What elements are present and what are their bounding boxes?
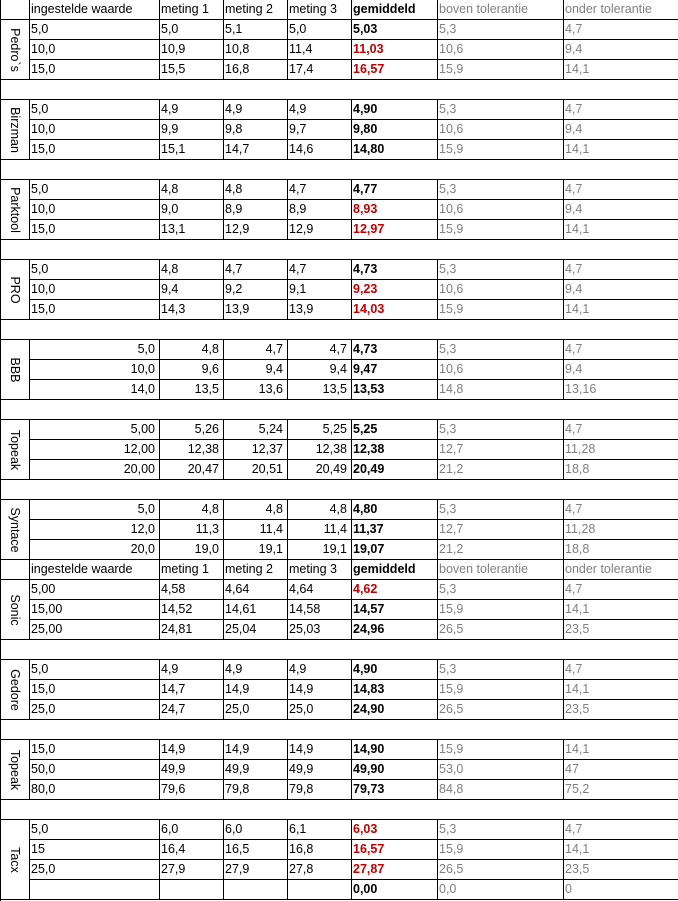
measurement-2-cell: 25,04 <box>225 622 257 636</box>
set-value-cell: 15 <box>31 842 45 856</box>
brand-label-text: Topeak <box>7 429 22 471</box>
measurement-3-cell: 13,5 <box>322 382 347 396</box>
measurement-2-cell: 14,9 <box>225 682 250 696</box>
set-value-cell: 10,0 <box>31 42 56 56</box>
set-value-cell: 50,0 <box>31 762 56 776</box>
average-cell: 16,57 <box>353 62 385 76</box>
lower-tolerance-cell: 14,1 <box>565 842 590 856</box>
measurement-1-cell: 5,26 <box>194 422 219 436</box>
average-cell: 11,03 <box>353 42 384 56</box>
upper-tolerance-cell: 21,2 <box>439 542 464 556</box>
upper-tolerance-cell: 5,3 <box>439 422 457 436</box>
grid-line <box>0 319 678 320</box>
average-cell: 13,53 <box>353 382 385 396</box>
average-cell: 9,23 <box>353 282 378 296</box>
set-value-cell: 10,0 <box>31 122 56 136</box>
measurement-3-cell: 14,9 <box>289 682 314 696</box>
measurement-1-cell: 49,9 <box>161 762 186 776</box>
measurement-3-cell: 4,64 <box>289 582 314 596</box>
measurement-3-cell: 17,4 <box>289 62 314 76</box>
set-value-cell: 15,00 <box>31 602 63 616</box>
set-value-cell: 15,0 <box>31 682 56 696</box>
grid-line <box>0 159 678 160</box>
measurement-3-cell: 19,1 <box>322 542 347 556</box>
upper-tolerance-cell: 15,9 <box>439 742 464 756</box>
average-cell: 79,73 <box>353 782 385 796</box>
grid-line <box>0 639 678 640</box>
grid-line <box>437 560 438 580</box>
upper-tolerance-cell: 5,3 <box>439 182 457 196</box>
upper-tolerance-cell: 12,7 <box>439 522 464 536</box>
measurement-2-cell: 14,61 <box>225 602 257 616</box>
measurement-3-cell: 27,8 <box>289 862 314 876</box>
brand-label <box>0 180 29 240</box>
measurement-1-cell: 4,8 <box>161 262 179 276</box>
grid-line <box>351 0 352 20</box>
set-value-cell: 5,0 <box>31 182 49 196</box>
upper-tolerance-cell: 15,9 <box>439 302 464 316</box>
average-cell: 5,03 <box>353 22 378 36</box>
grid-line <box>351 560 352 580</box>
lower-tolerance-cell: 23,5 <box>565 862 590 876</box>
header-upper-tolerance: boven tolerantie <box>439 562 528 576</box>
measurement-3-cell: 12,38 <box>315 442 347 456</box>
measurement-3-cell <box>287 880 351 899</box>
set-value-cell: 15,0 <box>31 742 56 756</box>
measurement-3-cell: 14,58 <box>289 602 321 616</box>
measurement-3-cell: 9,7 <box>289 122 307 136</box>
set-value-cell: 20,0 <box>130 542 155 556</box>
set-value-cell: 5,0 <box>31 822 49 836</box>
upper-tolerance-cell: 5,3 <box>439 662 457 676</box>
set-value-cell: 5,0 <box>137 502 155 516</box>
measurement-2-cell: 13,6 <box>258 382 283 396</box>
average-cell: 5,25 <box>353 422 378 436</box>
grid-line <box>437 0 438 20</box>
set-value-cell: 12,00 <box>123 442 155 456</box>
measurement-2-cell: 8,9 <box>225 202 243 216</box>
upper-tolerance-cell: 15,9 <box>439 602 464 616</box>
measurement-1-cell: 13,1 <box>161 222 186 236</box>
measurement-1-cell: 24,81 <box>161 622 193 636</box>
upper-tolerance-cell: 15,9 <box>439 222 464 236</box>
lower-tolerance-cell: 14,1 <box>565 142 590 156</box>
grid-line <box>223 0 224 20</box>
measurement-2-cell: 4,9 <box>225 662 243 676</box>
measurement-1-cell: 9,6 <box>201 362 219 376</box>
average-cell: 19,07 <box>353 542 385 556</box>
measurement-3-cell: 12,9 <box>289 222 314 236</box>
brand-label <box>0 820 29 900</box>
average-cell: 11,37 <box>353 522 384 536</box>
upper-tolerance-cell: 26,5 <box>439 702 464 716</box>
measurement-3-cell: 6,1 <box>289 822 307 836</box>
measurement-3-cell: 5,0 <box>289 22 307 36</box>
set-value-cell: 10,0 <box>31 202 56 216</box>
set-value-cell: 25,00 <box>31 622 63 636</box>
lower-tolerance-cell: 13,16 <box>565 382 597 396</box>
average-cell: 4,73 <box>353 342 378 356</box>
brand-label-text: Pedro`s <box>7 28 22 72</box>
upper-tolerance-cell: 5,3 <box>439 22 457 36</box>
measurement-3-cell: 4,9 <box>289 662 307 676</box>
brand-label-text: Birzman <box>7 107 22 153</box>
measurement-1-cell: 14,52 <box>161 602 193 616</box>
set-value-cell: 15,0 <box>31 302 56 316</box>
measurement-2-cell: 4,8 <box>225 182 243 196</box>
measurement-3-cell: 4,7 <box>289 182 307 196</box>
set-value-cell: 10,0 <box>130 362 155 376</box>
average-cell: 4,90 <box>353 102 378 116</box>
lower-tolerance-cell: 4,7 <box>565 582 583 596</box>
grid-line <box>287 0 288 20</box>
average-cell: 49,90 <box>353 762 385 776</box>
upper-tolerance-cell: 10,6 <box>439 362 464 376</box>
brand-label-text: BBB <box>7 357 22 383</box>
measurement-3-cell: 14,6 <box>289 142 314 156</box>
header-set-value: ingestelde waarde <box>31 562 133 576</box>
measurement-2-cell: 12,9 <box>225 222 250 236</box>
set-value-cell: 5,00 <box>31 582 56 596</box>
header-measurement-2: meting 2 <box>225 562 273 576</box>
measurement-1-cell: 24,7 <box>161 702 186 716</box>
set-value-cell: 15,0 <box>31 142 56 156</box>
measurement-2-cell: 16,5 <box>225 842 250 856</box>
average-cell: 4,77 <box>353 182 378 196</box>
measurement-3-cell: 25,0 <box>289 702 314 716</box>
average-cell: 9,47 <box>353 362 378 376</box>
lower-tolerance-cell: 9,4 <box>565 282 583 296</box>
lower-tolerance-cell: 14,1 <box>565 302 590 316</box>
measurement-2-cell <box>223 880 287 899</box>
measurement-3-cell: 14,9 <box>289 742 314 756</box>
grid-line <box>0 399 678 400</box>
upper-tolerance-cell: 5,3 <box>439 102 457 116</box>
upper-tolerance-cell: 5,3 <box>439 582 457 596</box>
measurement-2-cell: 4,9 <box>225 102 243 116</box>
measurement-2-cell: 11,4 <box>259 522 283 536</box>
measurement-1-cell <box>159 880 223 899</box>
measurement-1-cell: 14,7 <box>161 682 186 696</box>
brand-label-text: Topeak <box>7 749 22 791</box>
grid-line <box>0 79 678 80</box>
average-cell: 8,93 <box>353 202 378 216</box>
set-value-cell: 15,0 <box>31 222 56 236</box>
set-value-cell: 14,0 <box>130 382 155 396</box>
measurement-3-cell: 4,7 <box>289 262 307 276</box>
grid-line <box>223 560 224 580</box>
header-measurement-1: meting 1 <box>161 562 209 576</box>
upper-tolerance-cell: 10,6 <box>439 122 464 136</box>
measurement-1-cell: 15,5 <box>161 62 186 76</box>
brand-label <box>0 420 29 480</box>
brand-label-text: Sonic <box>7 594 22 626</box>
set-value-cell: 5,00 <box>130 422 155 436</box>
upper-tolerance-cell: 26,5 <box>439 862 464 876</box>
measurement-2-cell: 9,8 <box>225 122 243 136</box>
measurement-3-cell: 8,9 <box>289 202 307 216</box>
measurement-2-cell: 4,8 <box>265 502 283 516</box>
set-value-cell: 15,0 <box>31 62 56 76</box>
lower-tolerance-cell: 9,4 <box>565 122 583 136</box>
header-measurement-1: meting 1 <box>161 2 209 16</box>
set-value-cell: 5,0 <box>137 342 155 356</box>
lower-tolerance-cell: 47 <box>565 762 579 776</box>
upper-tolerance-cell: 53,0 <box>439 762 464 776</box>
average-cell: 14,03 <box>353 302 385 316</box>
measurement-1-cell: 4,8 <box>201 502 219 516</box>
upper-tolerance-cell: 10,6 <box>439 202 464 216</box>
header-measurement-2: meting 2 <box>225 2 273 16</box>
set-value-cell: 25,0 <box>31 702 56 716</box>
brand-label-text: PRO <box>7 276 22 304</box>
lower-tolerance-cell: 18,8 <box>565 542 590 556</box>
measurement-2-cell: 12,37 <box>251 442 283 456</box>
header-set-value: ingestelde waarde <box>31 2 133 16</box>
average-cell: 14,57 <box>353 602 385 616</box>
lower-tolerance-cell: 4,7 <box>565 182 583 196</box>
measurement-3-cell: 9,4 <box>329 362 347 376</box>
lower-tolerance-cell: 9,4 <box>565 42 583 56</box>
measurement-1-cell: 79,6 <box>161 782 186 796</box>
grid-line <box>29 560 30 580</box>
set-value-cell: 10,0 <box>31 282 56 296</box>
measurement-1-cell: 14,9 <box>161 742 186 756</box>
upper-tolerance-cell: 15,9 <box>439 142 464 156</box>
measurement-3-cell: 11,4 <box>323 522 347 536</box>
lower-tolerance-cell: 75,2 <box>565 782 590 796</box>
measurement-1-cell: 4,8 <box>161 182 179 196</box>
lower-tolerance-cell: 23,5 <box>565 702 590 716</box>
brand-label <box>0 660 29 720</box>
grid-line <box>29 0 30 20</box>
lower-tolerance-cell: 11,28 <box>565 442 596 456</box>
lower-tolerance-cell: 4,7 <box>565 342 583 356</box>
average-cell: 4,73 <box>353 262 378 276</box>
brand-label <box>0 500 29 560</box>
set-value-cell: 5,0 <box>31 662 49 676</box>
average-cell: 14,90 <box>353 742 385 756</box>
grid-line <box>0 799 678 800</box>
lower-tolerance-cell: 18,8 <box>565 462 590 476</box>
average-cell: 14,80 <box>353 142 385 156</box>
grid-line <box>0 719 678 720</box>
lower-tolerance-cell: 4,7 <box>565 102 583 116</box>
lower-tolerance-cell: 4,7 <box>565 502 583 516</box>
set-value-cell: 80,0 <box>31 782 56 796</box>
measurement-2-cell: 5,1 <box>225 22 243 36</box>
upper-tolerance-cell: 10,6 <box>439 42 464 56</box>
upper-tolerance-cell: 5,3 <box>439 502 457 516</box>
header-measurement-3: meting 3 <box>289 2 337 16</box>
measurement-1-cell: 27,9 <box>161 862 186 876</box>
upper-tolerance-cell: 26,5 <box>439 622 464 636</box>
average-cell: 4,62 <box>353 582 378 596</box>
average-cell: 24,90 <box>353 702 385 716</box>
measurement-3-cell: 79,8 <box>289 782 314 796</box>
brand-label <box>0 340 29 400</box>
brand-label <box>0 580 29 640</box>
lower-tolerance-cell: 9,4 <box>565 362 583 376</box>
header-upper-tolerance: boven tolerantie <box>439 2 528 16</box>
upper-tolerance-cell: 0,0 <box>439 882 457 896</box>
average-cell: 12,97 <box>353 222 385 236</box>
average-cell: 16,57 <box>353 842 385 856</box>
lower-tolerance-cell: 14,1 <box>565 62 590 76</box>
measurement-3-cell: 20,49 <box>315 462 347 476</box>
lower-tolerance-cell: 14,1 <box>565 682 590 696</box>
measurement-3-cell: 11,4 <box>289 42 313 56</box>
brand-label-text: Syntace <box>7 507 22 553</box>
measurement-1-cell: 14,3 <box>161 302 186 316</box>
lower-tolerance-cell: 11,28 <box>565 522 596 536</box>
measurement-1-cell: 9,0 <box>161 202 179 216</box>
grid-line <box>0 239 678 240</box>
set-value-cell: 5,0 <box>31 22 49 36</box>
upper-tolerance-cell: 5,3 <box>439 822 457 836</box>
measurement-2-cell: 9,2 <box>225 282 243 296</box>
average-cell: 14,83 <box>353 682 385 696</box>
upper-tolerance-cell: 5,3 <box>439 262 457 276</box>
measurement-1-cell: 20,47 <box>187 462 219 476</box>
set-value-cell: 5,0 <box>31 102 49 116</box>
set-value-cell: 5,0 <box>31 262 49 276</box>
upper-tolerance-cell: 84,8 <box>439 782 464 796</box>
brand-label-text: Gedore <box>7 669 22 711</box>
brand-label <box>0 100 29 160</box>
measurement-1-cell: 12,38 <box>187 442 219 456</box>
lower-tolerance-cell: 4,7 <box>565 422 583 436</box>
header-measurement-3: meting 3 <box>289 562 337 576</box>
set-value-cell: 25,0 <box>31 862 56 876</box>
brand-label <box>0 20 29 80</box>
measurement-2-cell: 13,9 <box>225 302 250 316</box>
brand-label <box>0 260 29 320</box>
measurement-1-cell: 5,0 <box>161 22 179 36</box>
lower-tolerance-cell: 14,1 <box>565 602 590 616</box>
measurement-1-cell: 10,9 <box>161 42 186 56</box>
measurement-3-cell: 4,9 <box>289 102 307 116</box>
average-cell: 12,38 <box>353 442 385 456</box>
average-cell: 24,96 <box>353 622 385 636</box>
measurement-3-cell: 5,25 <box>322 422 347 436</box>
measurement-3-cell: 4,7 <box>329 342 347 356</box>
grid-line <box>287 560 288 580</box>
measurement-2-cell: 4,7 <box>265 342 283 356</box>
measurement-1-cell: 9,9 <box>161 122 179 136</box>
measurement-1-cell: 15,1 <box>161 142 186 156</box>
upper-tolerance-cell: 12,7 <box>439 442 464 456</box>
grid-line <box>0 899 678 900</box>
measurement-1-cell: 6,0 <box>161 822 179 836</box>
upper-tolerance-cell: 21,2 <box>439 462 464 476</box>
upper-tolerance-cell: 15,9 <box>439 842 464 856</box>
measurement-1-cell: 4,9 <box>161 102 179 116</box>
measurement-2-cell: 9,4 <box>265 362 283 376</box>
upper-tolerance-cell: 15,9 <box>439 62 464 76</box>
measurement-1-cell: 4,9 <box>161 662 179 676</box>
measurement-3-cell: 13,9 <box>289 302 314 316</box>
lower-tolerance-cell: 0 <box>565 882 572 896</box>
lower-tolerance-cell: 14,1 <box>565 222 590 236</box>
measurement-1-cell: 13,5 <box>194 382 219 396</box>
brand-label-text: Parktool <box>7 187 22 233</box>
upper-tolerance-cell: 15,9 <box>439 682 464 696</box>
measurement-2-cell: 16,8 <box>225 62 250 76</box>
header-lower-tolerance: onder tolerantie <box>565 2 652 16</box>
measurement-2-cell: 79,8 <box>225 782 250 796</box>
measurement-2-cell: 5,24 <box>258 422 283 436</box>
average-cell: 27,87 <box>353 862 385 876</box>
measurement-3-cell: 16,8 <box>289 842 314 856</box>
measurement-2-cell: 10,8 <box>225 42 250 56</box>
measurement-1-cell: 9,4 <box>161 282 179 296</box>
grid-line <box>159 560 160 580</box>
header-average: gemiddeld <box>353 2 416 16</box>
measurement-1-cell: 4,8 <box>201 342 219 356</box>
measurement-3-cell: 25,03 <box>289 622 321 636</box>
measurement-2-cell: 20,51 <box>251 462 283 476</box>
measurement-1-cell: 16,4 <box>161 842 186 856</box>
lower-tolerance-cell: 9,4 <box>565 202 583 216</box>
measurement-3-cell: 49,9 <box>289 762 314 776</box>
lower-tolerance-cell: 4,7 <box>565 662 583 676</box>
measurement-2-cell: 4,64 <box>225 582 250 596</box>
measurement-2-cell: 19,1 <box>258 542 283 556</box>
average-cell: 4,80 <box>353 502 378 516</box>
lower-tolerance-cell: 4,7 <box>565 22 583 36</box>
set-value-cell: 12,0 <box>130 522 155 536</box>
measurement-3-cell: 9,1 <box>289 282 307 296</box>
average-cell: 4,90 <box>353 662 378 676</box>
brand-label <box>0 740 29 800</box>
lower-tolerance-cell: 14,1 <box>565 742 590 756</box>
grid-line <box>563 560 564 580</box>
grid-line <box>0 479 678 480</box>
grid-line <box>0 559 678 560</box>
measurement-2-cell: 25,0 <box>225 702 250 716</box>
brand-label-text: Tacx <box>7 847 22 873</box>
header-lower-tolerance: onder tolerantie <box>565 562 652 576</box>
measurement-2-cell: 14,7 <box>225 142 250 156</box>
measurement-2-cell: 49,9 <box>225 762 250 776</box>
measurement-3-cell: 4,8 <box>329 502 347 516</box>
lower-tolerance-cell: 4,7 <box>565 822 583 836</box>
measurement-2-cell: 14,9 <box>225 742 250 756</box>
header-average: gemiddeld <box>353 562 416 576</box>
grid-line <box>563 0 564 20</box>
set-value-cell <box>29 880 159 899</box>
measurement-2-cell: 6,0 <box>225 822 243 836</box>
measurement-1-cell: 19,0 <box>194 542 219 556</box>
average-cell: 6,03 <box>353 822 378 836</box>
lower-tolerance-cell: 4,7 <box>565 262 583 276</box>
measurement-1-cell: 4,58 <box>161 582 186 596</box>
average-cell: 20,49 <box>353 462 385 476</box>
measurement-2-cell: 4,7 <box>225 262 243 276</box>
average-cell: 0,00 <box>353 882 378 896</box>
measurement-1-cell: 11,3 <box>195 522 219 536</box>
upper-tolerance-cell: 14,8 <box>439 382 464 396</box>
upper-tolerance-cell: 5,3 <box>439 342 457 356</box>
set-value-cell: 20,00 <box>123 462 155 476</box>
measurement-2-cell: 27,9 <box>225 862 250 876</box>
lower-tolerance-cell: 23,5 <box>565 622 590 636</box>
upper-tolerance-cell: 10,6 <box>439 282 464 296</box>
average-cell: 9,80 <box>353 122 378 136</box>
grid-line <box>159 0 160 20</box>
